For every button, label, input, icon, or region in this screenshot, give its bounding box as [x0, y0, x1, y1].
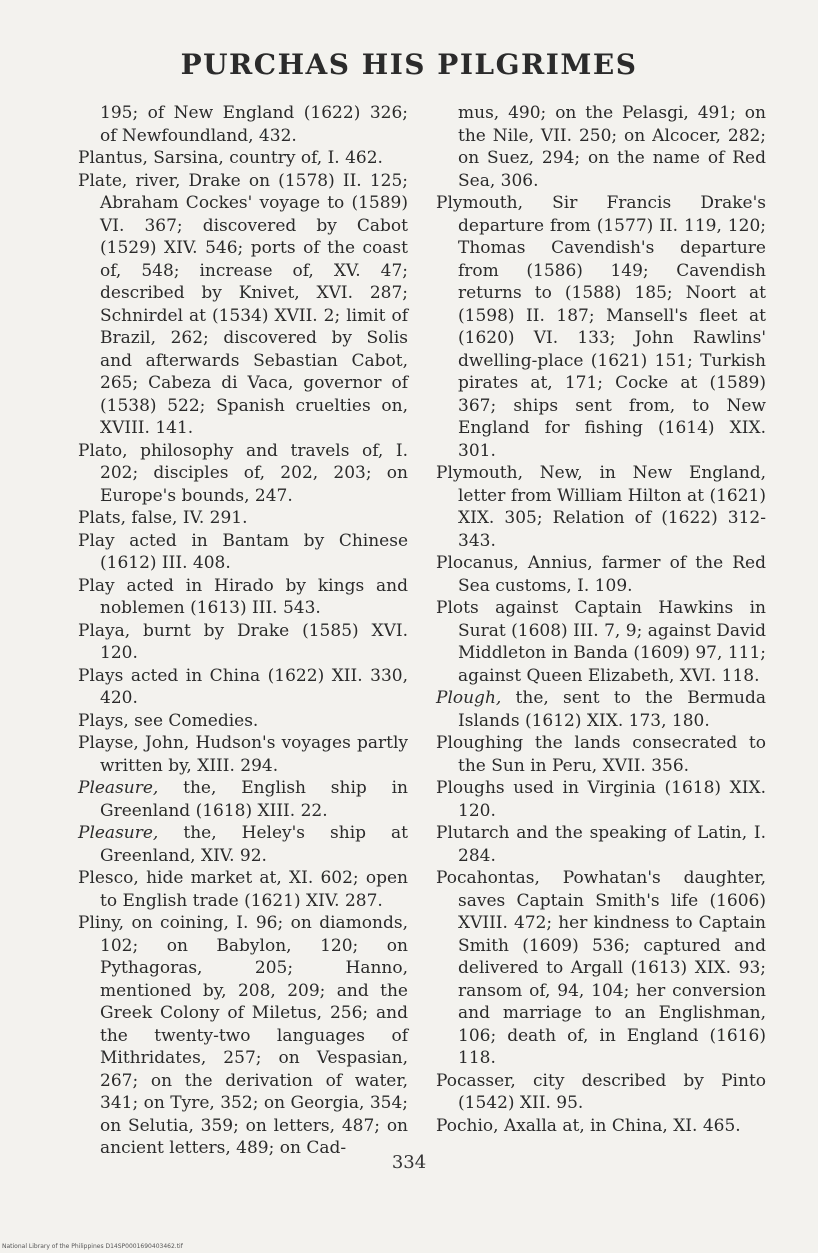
entry-heading: Pliny, — [78, 913, 125, 933]
index-entry — [436, 687, 766, 732]
entry-heading: Playse, — [78, 733, 139, 753]
entry-text: the, Heley's ship at Greenland, XIV. 92. — [100, 823, 408, 866]
entry-heading: Pocahontas, — [436, 868, 540, 888]
entry-heading: Plots — [436, 598, 479, 618]
index-entry — [436, 552, 766, 597]
entry-text: hide market at, XI. 602; open to English trade (1621) XIV. 287. — [100, 868, 408, 911]
entry-heading: Pochio, — [436, 1115, 499, 1136]
page-title: PURCHAS HIS PILGRIMES — [180, 48, 638, 81]
index-entry — [78, 620, 409, 665]
index-entry — [436, 192, 767, 462]
entry-text: city described by Pinto (1542) XII. 95. — [458, 1070, 767, 1113]
index-entry — [78, 665, 408, 710]
index-entry — [436, 1115, 766, 1138]
index-entry — [78, 575, 409, 620]
entry-text: the, sent to the Bermuda Islands (1612) XIX. 173, 180. — [458, 688, 766, 731]
right-column — [436, 102, 766, 1137]
index-entry — [78, 912, 409, 1160]
page-number: 334 — [391, 1152, 427, 1173]
entry-text: against Captain Hawkins in Surat (1608) III. 7, 9; against David Middleton in Banda (1609) 97, 111; against Queen Elizabeth, XVI. 118. — [458, 598, 766, 686]
index-entry — [78, 147, 408, 170]
index-entry — [78, 777, 408, 822]
entry-text: New, in New England, letter from William Hilton at (1621) XIX. 305; Relation of (1622) 312-343. — [458, 463, 766, 551]
index-entry — [436, 1070, 767, 1115]
entry-heading: Plate, — [78, 170, 128, 191]
entry-text: acted in China (1622) XII. 330, 420. — [100, 665, 408, 708]
entry-text: used in Virginia (1618) XIX. 120. — [458, 778, 767, 821]
entry-heading: Pleasure, — [78, 823, 159, 843]
entry-heading: Plymouth, — [436, 463, 523, 483]
index-entry — [436, 732, 766, 777]
entry-text: Axalla at, in China, XI. 465. — [503, 1115, 741, 1136]
index-entry — [78, 440, 409, 508]
index-entry — [436, 462, 766, 552]
entry-heading: Plats, — [78, 508, 126, 528]
entry-text: Sarsina, country of, I. 462. — [153, 148, 383, 168]
entry-text: burnt by Drake (1585) XVI. 120. — [100, 620, 409, 663]
index-entry — [78, 732, 408, 777]
entry-heading: Plymouth, — [436, 193, 523, 213]
entry-heading: Playa, — [78, 620, 131, 641]
entry-text: acted in Bantam by Chinese (1612) III. 408. — [100, 530, 408, 573]
footer-mark: National Library of the Philippines D14SP0001690403462.tif — [2, 1243, 183, 1250]
entry-heading: Plutarch — [436, 823, 510, 843]
entry-text: the, English ship in Greenland (1618) XIII. 22. — [100, 778, 408, 821]
entry-text: river, Drake on (1578) II. 125; Abraham Cockes' voyage to (1589) VI. 367; discovered by Cabot (1529) XIV. 546; ports of the coast of, 548; increase of, XV. 47; described by Knivet, XVI. 287; Schnirdel at (1534) XVII. 2; limit of Brazil, 262; discovered by Solis and afterwards Sebastian Cabot, 265; Cabeza di Vaca, governor of (1538) 522; Spanish cruelties on, XVIII. 141. — [100, 170, 408, 438]
entry-heading: Plocanus, — [436, 553, 519, 573]
entry-text: John, Hudson's voyages partly written by, XIII. 294. — [100, 733, 408, 776]
entry-text: Sir Francis Drake's departure from (1577) II. 119, 120; Thomas Cavendish's departure from (1586) 149; Cavendish returns to (1588) 185; Noort at (1598) II. 187; Mansell's fleet at (1620) VI. 133; John Rawlins' dwelling-place (1621) 151; Turkish pirates at, 171; Cocke at (1589) 367; ships sent from, to New England for fishing (1614) XIX. 301. — [458, 193, 767, 461]
entry-text: mus, 490; on the Pelasgi, 491; on the Nile, VII. 250; on Alcocer, 282; on Suez, 294; on the name of Red Sea, 306. — [458, 103, 766, 191]
entry-heading: Plays — [78, 665, 124, 686]
entry-heading: Ploughing — [436, 733, 524, 753]
index-entry — [436, 102, 766, 192]
entry-text: Annius, farmer of the Red Sea customs, I. 109. — [458, 553, 766, 596]
entry-text: and the speaking of Latin, I. 284. — [458, 823, 767, 866]
entry-heading: Plantus, — [78, 148, 148, 168]
entry-text: acted in Hirado by kings and noblemen (1613) III. 543. — [100, 575, 409, 618]
entry-heading: Plesco, — [78, 868, 139, 888]
entry-text: the lands consecrated to the Sun in Peru, XVII. 356. — [458, 733, 766, 776]
entry-heading: Plato, — [78, 440, 128, 461]
entry-heading: Ploughs — [436, 778, 505, 798]
entry-text: see Comedies. — [134, 710, 259, 731]
index-entry — [78, 710, 408, 733]
index-entry — [78, 822, 408, 867]
index-entry — [436, 597, 766, 687]
index-entry — [436, 822, 767, 867]
entry-text: 195; of New England (1622) 326; of Newfoundland, 432. — [100, 103, 408, 146]
entry-text: on coining, I. 96; on diamonds, 102; on Babylon, 120; on Pythagoras, 205; Hanno, mentioned by, 208, 209; and the Greek Colony of Miletus, 256; and the twenty-two languages of Mithridates, 257; on Vespasian, 267; on the derivation of water, 341; on Tyre, 352; on Georgia, 354; on Selutia, 359; on letters, 487; on ancient letters, 489; on Cad- — [100, 913, 409, 1158]
index-entry — [78, 867, 408, 912]
entry-text: false, IV. 291. — [131, 508, 248, 528]
index-entry — [78, 507, 408, 530]
entry-heading: Plough, — [436, 688, 502, 708]
entry-heading: Pleasure, — [78, 778, 159, 798]
index-entry — [78, 530, 408, 575]
entry-heading: Play — [78, 575, 115, 596]
index-entry — [436, 867, 766, 1070]
entry-heading: Pocasser, — [436, 1070, 516, 1091]
entry-heading: Plays, — [78, 710, 129, 731]
entry-text: philosophy and travels of, I. 202; disciples of, 202, 203; on Europe's bounds, 247. — [100, 440, 409, 506]
index-entry — [436, 777, 767, 822]
left-column — [78, 102, 408, 1160]
index-entry — [78, 102, 408, 147]
entry-text: Powhatan's daughter, saves Captain Smith's life (1606) XVIII. 472; her kindness to Captain Smith (1609) 536; captured and delivered to Argall (1613) XIX. 93; ransom of, 94, 104; her conversion and marriage to an Englishman, 106; death of, in England (1616) 118. — [458, 868, 766, 1068]
entry-heading: Play — [78, 530, 115, 551]
index-entry — [78, 170, 408, 440]
